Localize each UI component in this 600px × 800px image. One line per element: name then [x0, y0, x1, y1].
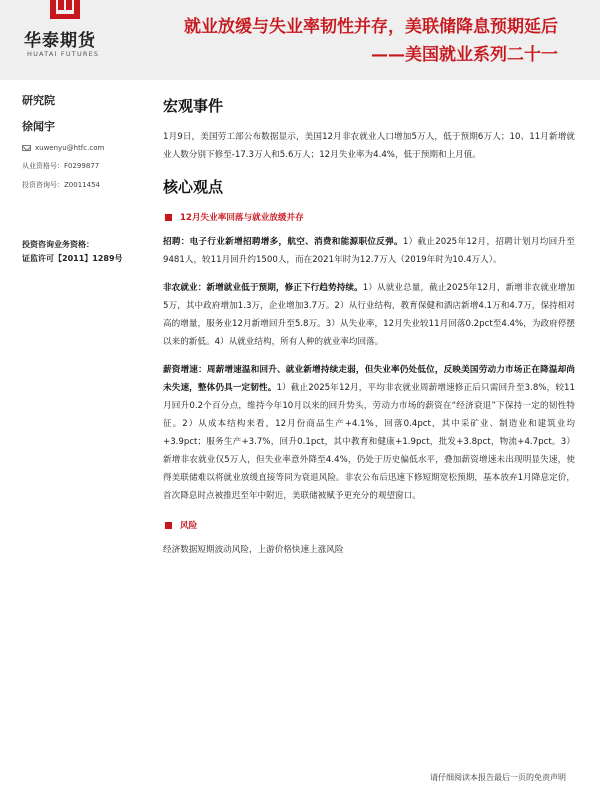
- paragraph-wages-lead: 薪资增速：周薪增速温和回升、就业新增持续走弱，但失业率仍处低位，反映美国劳动力市场正在降温却尚未失速，整体仍具一定韧性。: [163, 365, 575, 393]
- paragraph-recruitment: [163, 233, 575, 269]
- paragraph-nonfarm-lead: 非农就业：新增就业低于预期，修正下行趋势持续。: [163, 283, 363, 293]
- report-title: 就业放缓与失业率韧性并存，美联储降息预期延后: [184, 17, 558, 37]
- section-title-macro: 宏观事件: [163, 97, 224, 115]
- paragraph-wages-body: 1）截止2025年12月，平均非农就业周薪增速修正后只需回升至3.8%，较11月回升0.2个百分点，维持今年10月以来的回升势头，劳动力市场的薪资在“经济衰退”下保持一定的韧性特征。2）从成本结构来看，12月份商品生产+4.1%，回落0.4pct，其中采矿业、制造业和建筑业均+3.9pct；服务生产+3.7%，回升0.1pct，其中教育和健康+1.9pct，批发+3.8pct，物流+4.7pct。3）新增非农就业仅5万人，但失业率意外降至4.4%，仍处于历史偏低水平，叠加薪资增速未出现明显失速，使得美联储难以将就业放缓直接等同为衰退风险。非农公布后迅速下修短期宽松预期，基本放弃1月降息定价，首次降息时点被推迟至年中附近，美联储被赋予更充分的观望窗口。: [163, 383, 575, 501]
- section-title-core: 核心观点: [163, 178, 224, 196]
- footer-disclaimer: 请仔细阅读本报告最后一页的免责声明: [430, 773, 566, 782]
- core-subheading: [163, 211, 575, 223]
- paragraph-recruitment-lead: 招聘：电子行业新增招聘增多，航空、消费和能源职位反弹。: [163, 237, 403, 247]
- paragraph-nonfarm: [163, 279, 575, 351]
- paragraph-nonfarm-body: 1）从就业总量，截止2025年12月，新增非农就业增加5万，其中政府增加1.3万，企业增加3.7万。2）从行业结构，教育保健和酒店新增4.1万和4.7万，保持相对高的增量，服务业12月新增回升至5.8万。3）从失业率，12月失业较11月回落0.2pct至4.4%，为政府停摆以来的新低。4）从就业结构，所有人种的就业率均回落。: [163, 283, 575, 347]
- macro-event-text: 1月9日，美国劳工部公布数据显示，美国12月非农就业人口增加5万人，低于预期6万人；10、11月新增就业人数分别下修至-17.3万人和5.6万人；12月失业率为4.4%，低于预期和上月值。: [163, 132, 575, 160]
- license-title: 投资咨询业务资格：: [22, 240, 94, 249]
- mail-icon: [22, 145, 31, 151]
- qualification-number: 从业资格号：F0299877: [22, 162, 100, 170]
- risk-heading: [163, 519, 575, 531]
- author-name: 徐闻宇: [22, 120, 55, 133]
- advisory-number: 投资咨询号：Z0011454: [22, 181, 100, 189]
- core-subheading-text: 12月失业率回落与就业放缓并存: [180, 213, 304, 223]
- paragraph-recruitment-body: 1）截止2025年12月，招聘计划月均回升至9481人，较11月回升约1500人，而在2021年时为12.7万人（2019年时为10.4万人）。: [163, 237, 575, 265]
- report-header: [0, 0, 600, 80]
- author-sidebar: [22, 92, 142, 266]
- author-email[interactable]: xuwenyu@htfc.com: [35, 144, 105, 152]
- risk-text: 经济数据短期波动风险，上游价格快速上涨风险: [163, 545, 344, 555]
- brand-name-en: HUATAI FUTURES: [27, 50, 100, 58]
- report-subtitle: ——美国就业系列二十一: [371, 45, 558, 65]
- brand-name-cn: 华泰期货: [24, 31, 96, 51]
- author-email-row: [22, 144, 142, 152]
- paragraph-wages: [163, 361, 575, 505]
- license-block: [22, 238, 142, 266]
- department: 研究院: [22, 94, 55, 107]
- brand-logo: [10, 0, 130, 72]
- bullet-square-icon: [165, 214, 172, 221]
- bullet-square-icon: [165, 522, 172, 529]
- license-number: 证监许可【2011】1289号: [22, 254, 123, 263]
- report-body: [163, 95, 575, 559]
- risk-heading-text: 风险: [180, 521, 198, 531]
- logo-mark-icon: [48, 0, 82, 22]
